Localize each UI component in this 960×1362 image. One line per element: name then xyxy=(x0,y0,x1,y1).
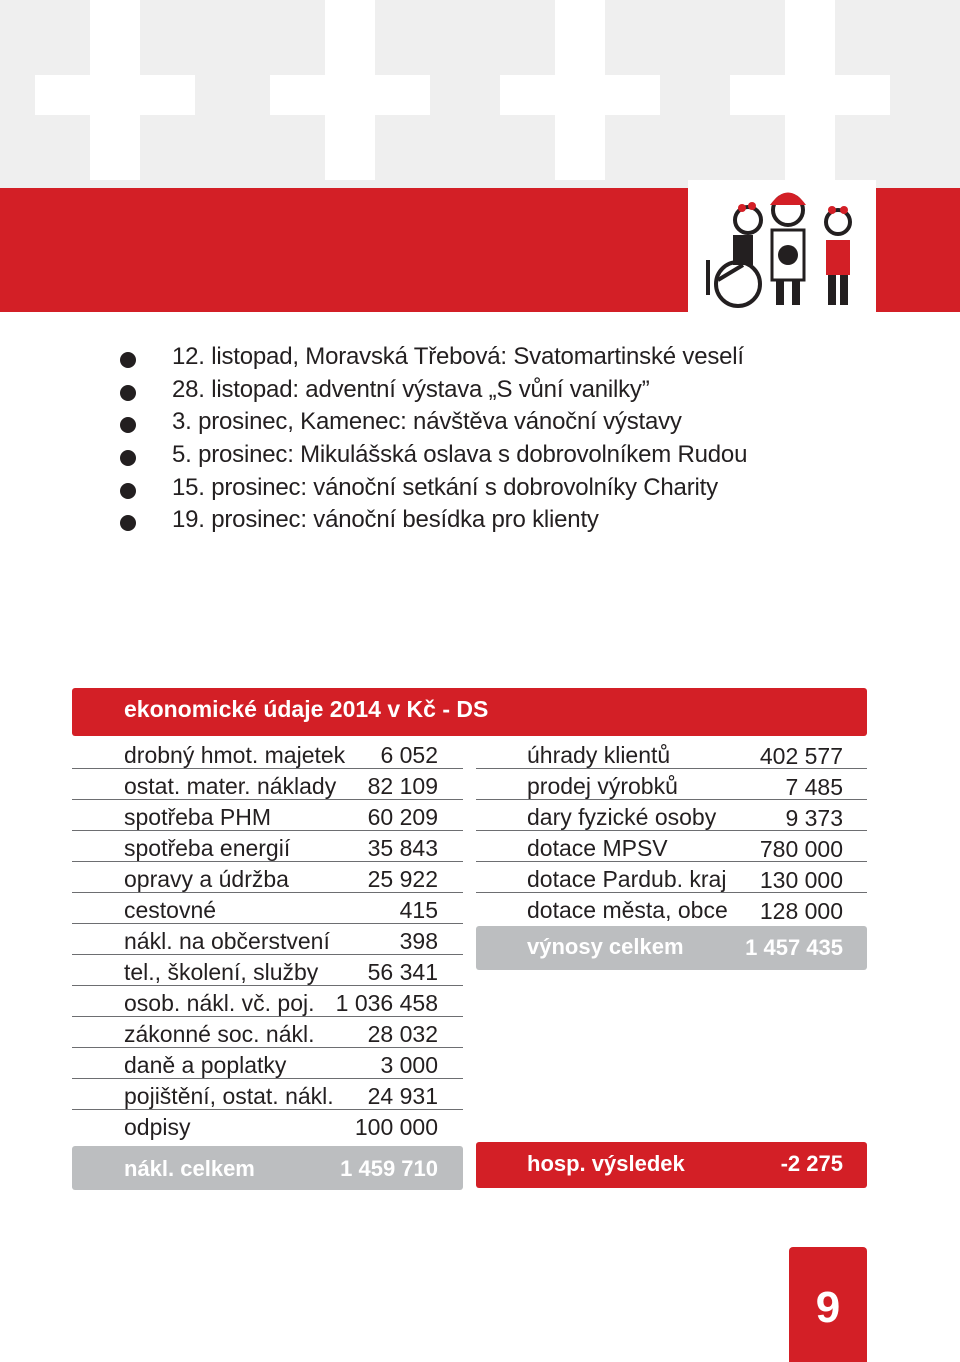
row-value: 9 373 xyxy=(785,805,843,831)
bullet-icon xyxy=(120,515,136,531)
event-text: 3. prosinec, Kamenec: návštěva vánoční výstavy xyxy=(172,408,682,436)
table-row xyxy=(72,1110,463,1140)
result-value: -2 275 xyxy=(780,1151,843,1176)
row-label: dary fyzické osoby xyxy=(527,804,717,830)
revenues-total-row xyxy=(476,926,867,970)
row-value: 82 109 xyxy=(367,773,438,799)
page-number-tab xyxy=(789,1247,867,1362)
row-value: 25 922 xyxy=(367,866,438,892)
row-value: 780 000 xyxy=(759,836,843,862)
bullet-icon xyxy=(120,483,136,499)
events-list xyxy=(118,341,747,537)
row-label: tel., školení, služby xyxy=(124,959,319,985)
list-item xyxy=(118,406,747,439)
row-label: odpisy xyxy=(124,1114,191,1140)
children-illustration-icon xyxy=(688,180,876,315)
row-value: 415 xyxy=(399,897,438,923)
row-value: 6 052 xyxy=(380,742,438,768)
list-item xyxy=(118,374,747,407)
event-text: 15. prosinec: vánoční setkání s dobrovolníky Charity xyxy=(172,473,718,501)
row-label: prodej výrobků xyxy=(527,773,678,799)
row-value: 56 341 xyxy=(367,959,438,985)
table-row xyxy=(72,1048,463,1079)
list-item xyxy=(118,439,747,472)
table-row xyxy=(476,862,867,893)
row-value: 128 000 xyxy=(759,898,843,924)
charity-children-logo xyxy=(688,180,876,315)
revenues-total-value: 1 457 435 xyxy=(745,935,843,960)
row-label: dotace MPSV xyxy=(527,835,668,861)
list-item xyxy=(118,472,747,505)
costs-total-value: 1 459 710 xyxy=(340,1156,438,1181)
table-row xyxy=(72,1017,463,1048)
row-label: spotřeba PHM xyxy=(124,804,272,830)
table-row xyxy=(476,769,867,800)
row-label: osob. nákl. vč. poj. xyxy=(124,990,315,1016)
table-row xyxy=(72,924,463,955)
economic-result-row xyxy=(476,1142,867,1188)
section-title: ekonomické údaje 2014 v Kč - DS xyxy=(124,696,489,722)
table-row xyxy=(72,1079,463,1110)
table-row xyxy=(72,800,463,831)
row-label: dotace Pardub. kraj xyxy=(527,866,727,892)
list-item xyxy=(118,504,747,537)
row-value: 100 000 xyxy=(354,1114,438,1140)
row-value: 60 209 xyxy=(367,804,438,830)
table-row xyxy=(476,738,867,769)
row-label: daně a poplatky xyxy=(124,1052,287,1078)
row-label: spotřeba energií xyxy=(124,835,291,861)
page-number: 9 xyxy=(815,1283,841,1332)
row-label: nákl. na občerstvení xyxy=(124,928,330,954)
row-label: ostat. mater. náklady xyxy=(124,773,337,799)
table-row xyxy=(72,862,463,893)
row-label: drobný hmot. majetek xyxy=(124,742,346,768)
list-item xyxy=(118,341,747,374)
table-row xyxy=(72,738,463,769)
bullet-icon xyxy=(120,417,136,433)
bullet-icon xyxy=(120,385,136,401)
row-label: dotace města, obce xyxy=(527,897,728,923)
bullet-icon xyxy=(120,352,136,368)
table-row xyxy=(72,769,463,800)
row-value: 398 xyxy=(399,928,438,954)
header-background xyxy=(0,0,960,200)
row-value: 7 485 xyxy=(785,774,843,800)
table-row xyxy=(476,831,867,862)
costs-total-row xyxy=(72,1146,463,1190)
event-text: 5. prosinec: Mikulášská oslava s dobrovolníkem Rudou xyxy=(172,441,748,469)
row-value: 28 032 xyxy=(367,1021,438,1047)
event-text: 19. prosinec: vánoční besídka pro klienty xyxy=(172,506,599,534)
row-value: 130 000 xyxy=(759,867,843,893)
row-label: cestovné xyxy=(124,897,217,923)
revenues-total-label: výnosy celkem xyxy=(527,934,684,959)
row-label: opravy a údržba xyxy=(124,866,289,892)
row-value: 1 036 458 xyxy=(335,990,438,1016)
row-value: 35 843 xyxy=(367,835,438,861)
bullet-icon xyxy=(120,450,136,466)
charity-cross-pattern xyxy=(0,0,960,200)
row-label: pojištění, ostat. nákl. xyxy=(124,1083,334,1109)
result-label: hosp. výsledek xyxy=(527,1151,685,1176)
row-value: 3 000 xyxy=(380,1052,438,1078)
event-text: 28. listopad: adventní výstava „S vůní vanilky” xyxy=(172,375,650,403)
table-row xyxy=(72,831,463,862)
row-label: úhrady klientů xyxy=(527,742,671,768)
economic-data-header xyxy=(72,688,867,736)
event-text: 12. listopad, Moravská Třebová: Svatomartinské veselí xyxy=(172,343,744,370)
row-value: 24 931 xyxy=(367,1083,438,1109)
table-row xyxy=(476,893,867,923)
row-value: 402 577 xyxy=(759,743,843,769)
table-row xyxy=(72,986,463,1017)
table-row xyxy=(72,955,463,986)
row-label: zákonné soc. nákl. xyxy=(124,1021,315,1047)
table-row xyxy=(72,893,463,924)
costs-total-label: nákl. celkem xyxy=(124,1156,255,1181)
table-row xyxy=(476,800,867,831)
